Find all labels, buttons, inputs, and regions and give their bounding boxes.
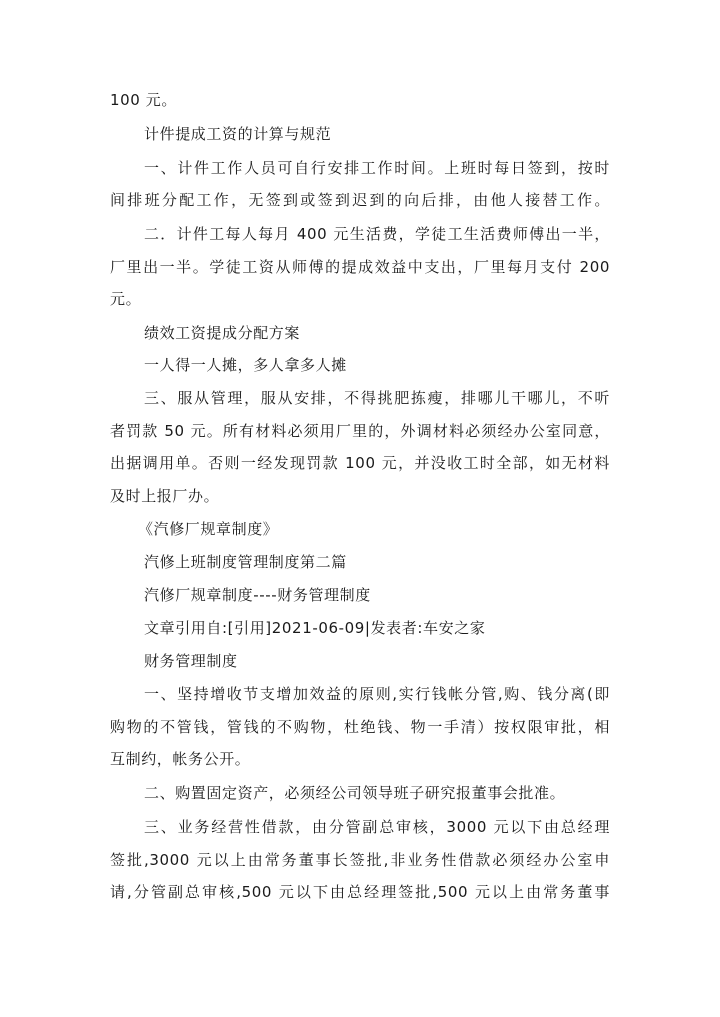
document-title: 《汽修厂规章制度》 [138,520,279,538]
paragraph-line: 出据调用单。否则一经发现罚款 100 元，并没收工时全部，如无材料 [110,454,610,472]
paragraph-line: 三、服从管理，服从安排，不得挑肥拣瘦，排哪儿干哪儿，不听 [144,389,610,407]
paragraph-line: 购物的不管钱，管钱的不购物，杜绝钱、物一手清）按权限审批，相 [110,718,610,736]
section-heading: 财务管理制度 [144,652,238,670]
paragraph-line: 厂里出一半。学徒工资从师傅的提成效益中支出，厂里每月支付 200 [110,258,610,276]
paragraph-line: 签批,3000 元以上由常务董事长签批,非业务性借款必须经办公室申 [110,851,610,869]
section-heading: 汽修上班制度管理制度第二篇 [144,553,347,571]
paragraph-line: 二．计件工每人每月 400 元生活费，学徒工生活费师傅出一半， [144,225,610,243]
paragraph-line: 一人得一人摊，多人拿多人摊 [144,356,347,374]
paragraph-line: 元。 [110,290,142,308]
paragraph-line: 三、业务经营性借款，由分管副总审核，3000 元以下由总经理 [144,818,610,836]
citation-line: 文章引用自:[引用]2021-06-09|发表者:车安之家 [144,619,486,637]
paragraph-line: 一、计件工作人员可自行安排工作时间。上班时每日签到，按时 [144,159,610,177]
section-heading: 汽修厂规章制度----财务管理制度 [144,586,371,604]
paragraph-line: 互制约，帐务公开。 [110,750,251,768]
paragraph-line: 者罚款 50 元。所有材料必须用厂里的，外调材料必须经办公室同意， [110,422,610,440]
section-heading: 绩效工资提成分配方案 [144,324,301,342]
paragraph-line: 一、坚持增收节支增加效益的原则,实行钱帐分管,购、钱分离(即 [144,685,610,703]
paragraph-line: 间排班分配工作，无签到或签到迟到的向后排，由他人接替工作。 [110,191,610,209]
paragraph-line: 请,分管副总审核,500 元以下由总经理签批,500 元以上由常务董事 [110,883,610,901]
paragraph-line: 二、购置固定资产，必须经公司领导班子研究报董事会批准。 [144,784,566,802]
paragraph-line: 及时上报厂办。 [110,487,220,505]
paragraph-line: 100 元。 [110,91,177,109]
section-heading: 计件提成工资的计算与规范 [144,125,332,143]
